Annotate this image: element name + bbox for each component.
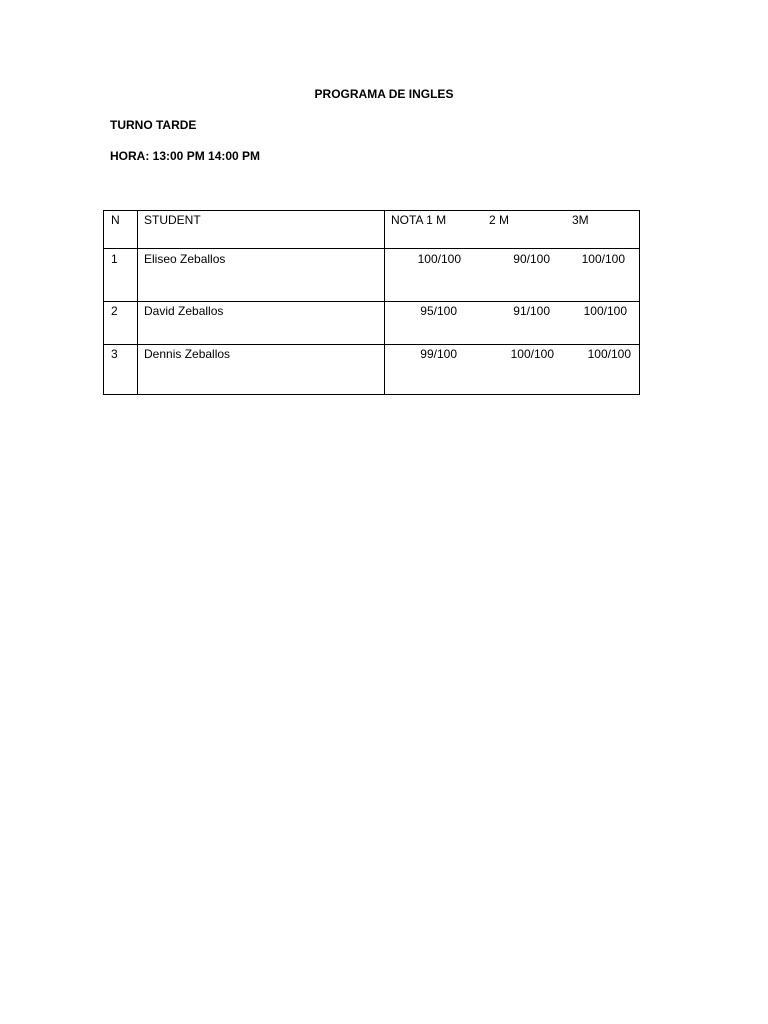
grades-table xyxy=(103,210,640,395)
row-divider xyxy=(104,344,639,345)
grade-3m: 100/100 xyxy=(583,304,627,318)
grade-2m: 91/100 xyxy=(513,304,550,318)
header-n: N xyxy=(111,213,120,227)
grade-3m: 100/100 xyxy=(587,347,631,361)
schedule-label: HORA: 13:00 PM 14:00 PM xyxy=(110,149,261,163)
row-divider xyxy=(104,248,639,249)
grade-1m: 99/100 xyxy=(420,347,457,361)
document-title: PROGRAMA DE INGLES xyxy=(314,87,454,101)
grade-1m: 95/100 xyxy=(420,304,457,318)
row-number: 3 xyxy=(111,347,118,361)
header-nota-1m: NOTA 1 M xyxy=(391,213,447,227)
row-divider xyxy=(104,301,639,302)
student-name: Dennis Zeballos xyxy=(144,347,231,361)
header-2m: 2 M xyxy=(489,213,510,227)
student-name: David Zeballos xyxy=(144,304,224,318)
row-number: 1 xyxy=(111,252,118,266)
shift-label: TURNO TARDE xyxy=(110,118,197,132)
header-student: STUDENT xyxy=(144,213,201,227)
grade-2m: 90/100 xyxy=(513,252,550,266)
header-3m: 3M xyxy=(572,213,589,227)
student-name: Eliseo Zeballos xyxy=(144,252,226,266)
column-divider xyxy=(137,211,138,394)
grade-1m: 100/100 xyxy=(417,252,461,266)
grade-2m: 100/100 xyxy=(510,347,554,361)
grade-3m: 100/100 xyxy=(581,252,625,266)
column-divider xyxy=(384,211,385,394)
row-number: 2 xyxy=(111,304,118,318)
